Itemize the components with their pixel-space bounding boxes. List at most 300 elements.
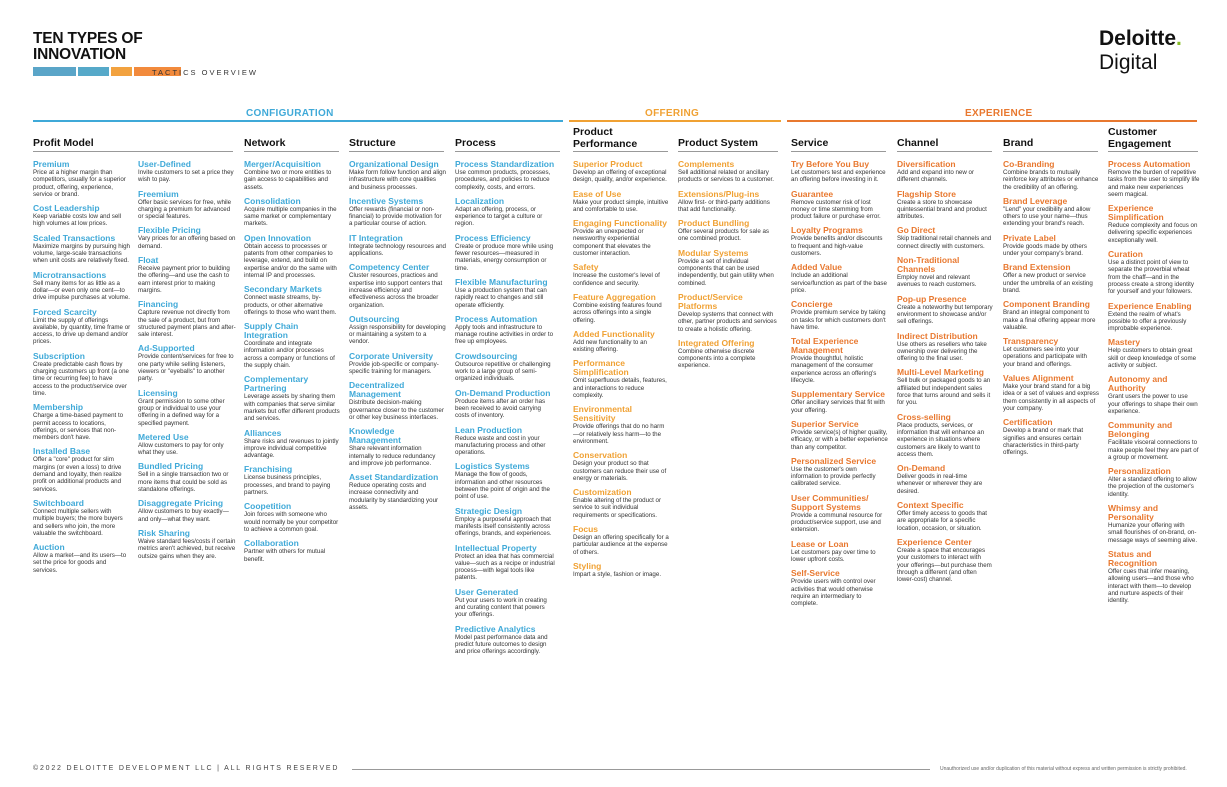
tactic-desc: Grant permission to some other group or individual to use your offering in a defined way for a specified payment. [138, 397, 225, 427]
tactic-name: Decentralized Management [349, 380, 405, 400]
tactic-desc: Coordinate and integrate information and/or processes across a company or functions of the supply chain. [244, 340, 335, 370]
section-line-experience [787, 120, 1197, 122]
tactic-name: Microtransactions [33, 269, 107, 280]
tactic-name: Engaging Functionality [573, 218, 667, 229]
tactic-desc: Receive payment prior to building the offering—and use the cash to earn interest prior to making margins. [138, 265, 230, 294]
tactic-name: Diversification [897, 159, 956, 169]
column-process [455, 160, 555, 661]
tactic-desc: Create a noteworthy but temporary environment to showcase and/or sell offerings. [897, 303, 993, 326]
tactic-name: Whimsy and Personality [1108, 503, 1159, 523]
tactic-desc: Capture revenue not directly from the sale of a product, but from structured payment plans and after-sale interest. [138, 309, 236, 339]
tactic-name: Styling [573, 560, 602, 571]
tactic-item [1003, 263, 1100, 294]
tactic-item [897, 413, 994, 458]
tactic-desc: Provide a communal resource for product/service support, use and extension. [791, 511, 883, 534]
tactic-name: Membership [33, 402, 84, 413]
tactic-name: Community and Belonging [1108, 420, 1173, 440]
tactic-desc: Help customers to obtain great skill or deep knowledge of some activity or subject. [1108, 347, 1197, 370]
tactic-name: Consolidation [244, 195, 301, 206]
section-experience: EXPERIENCE [965, 108, 1033, 119]
tactic-name: Flagship Store [897, 188, 957, 199]
tactic-name: Superior Service [791, 418, 859, 429]
tactic-item [678, 293, 778, 333]
col-title-channel: Channel [897, 137, 939, 149]
tactic-name: Process Standardization [455, 159, 555, 169]
tactic-item [573, 293, 669, 324]
tactic-name: Go Direct [897, 225, 936, 236]
tactic-item [791, 540, 888, 564]
column-channel [897, 160, 994, 589]
tactic-desc: Omit superfluous details, features, and interactions to reduce complexity. [573, 377, 667, 400]
tactic-desc: Reduce operating costs and increase connectivity and modularity by standardizing your assets. [349, 482, 439, 512]
tactic-item [244, 197, 341, 228]
tactic-desc: Vary prices for an offering based on demand. [138, 235, 236, 250]
tactic-name: Experience Simplification [1108, 203, 1164, 223]
tactic-desc: Create a space that encourages your customers to interact with your offerings—but purchase them through a different (and often lower-cost) channel. [897, 546, 992, 584]
tactic-item [349, 473, 446, 511]
tactic-desc: Include an additional service/function as part of the base price. [791, 272, 887, 294]
tactic-desc: Alter a standard offering to allow the projection of the customer's identity. [1108, 476, 1197, 498]
tactic-name: Experience Center [897, 536, 972, 547]
tactic-desc: Allow first- or third-party additions that add functionality. [678, 198, 770, 213]
tactic-item [1003, 234, 1100, 258]
tactic-item [573, 190, 669, 214]
tactic-name: Superior Product [573, 159, 643, 169]
tactic-desc: Use a production system that can rapidly react to changes and still operate efficiently. [455, 286, 547, 309]
tactic-name: Cross-selling [897, 411, 951, 422]
col-rule [791, 151, 886, 152]
tactic-desc: Develop systems that connect with other, partner products and services to create a holistic offering. [678, 310, 777, 333]
tactic-item [897, 368, 994, 406]
tactic-item [1003, 197, 1100, 228]
tactic-desc: Waive standard fees/costs if certain metrics aren't achieved, but receive outsize gains when they are. [138, 537, 236, 560]
column-product-performance [573, 160, 669, 584]
tactic-desc: Use others as resellers who take ownership over delivering the offering to the final user. [897, 340, 987, 363]
tactic-name: Corporate University [349, 350, 434, 361]
tactic-desc: Produce items after an order has been received to avoid carrying costs of inventory. [455, 397, 546, 420]
tactic-desc: Maximize margins by pursuing high volume, large-scale transactions when unit costs are relatively fixed. [33, 242, 130, 265]
tactic-desc: Skip traditional retail channels and connect directly with customers. [897, 235, 992, 250]
tactic-item [897, 190, 994, 221]
tactic-item [1108, 338, 1200, 369]
tactic-item [138, 226, 236, 250]
tactic-item [349, 381, 446, 421]
tactic-desc: Provide offerings that do no harm—or relatively less harm—to the environment. [573, 423, 665, 445]
tactic-desc: Offer several products for sale as one combined product. [678, 228, 770, 243]
tactic-item [791, 300, 888, 331]
tactic-desc: Limit the supply of offerings available, by quantity, time frame or access, to drive up demand and/or prices. [33, 316, 131, 346]
tactic-desc: Grant users the power to use your offerings to shape their own experience. [1108, 393, 1198, 415]
tactic-desc: Share relevant information internally to reduce redundancy and improve job performance. [349, 445, 436, 467]
tactic-desc: Deliver goods in real-time whenever or wherever they are desired. [897, 473, 983, 495]
tactic-desc: Combine existing features found across offerings into a single offering. [573, 301, 662, 324]
tactic-item [33, 308, 131, 346]
footer-notice: Unauthorized use and/or duplication of this material without express and written permission is strictly prohibited. [940, 766, 1187, 772]
col-rule [244, 151, 339, 152]
tactic-name: Ease of Use [573, 188, 622, 199]
tactic-name: Guarantee [791, 188, 834, 199]
tactic-name: Flexible Manufacturing [455, 276, 548, 287]
tactic-name: Process Efficiency [455, 232, 531, 243]
col-title-profit-model: Profit Model [33, 137, 94, 149]
tactic-name: Private Label [1003, 232, 1056, 243]
tactic-item [244, 234, 341, 279]
tactic-desc: Create a store to showcase quintessential brand and product attributes. [897, 198, 987, 221]
tactic-name: Incentive Systems [349, 195, 424, 206]
tactic-desc: Acquire multiple companies in the same market or complementary markets. [244, 205, 337, 228]
tactic-name: Intellectual Property [455, 542, 537, 553]
tactic-item [1108, 467, 1200, 498]
section-line-configuration [33, 120, 563, 122]
tactic-desc: Price at a higher margin than competitors, usually for a superior product, offering, experience, service or brand. [33, 169, 126, 198]
tactic-desc: Provide a set of individual components that can be used independently, but gain utility when combined. [678, 257, 774, 287]
tactic-desc: Sell in a single transaction two or more items that could be sold as standalone offerings. [138, 471, 229, 494]
tactic-name: Subscription [33, 350, 85, 361]
tactic-name: Performance Simplification [573, 358, 629, 378]
tactic-item [455, 625, 555, 656]
tactic-item [349, 160, 446, 191]
tactic-name: Organizational Design [349, 159, 439, 169]
tactic-desc: Combine two or more entities to gain access to capabilities and assets. [244, 169, 332, 191]
tactic-name: Focus [573, 524, 599, 535]
tactic-name: Alliances [244, 427, 282, 438]
tactic-item [33, 352, 131, 397]
tactic-item [33, 204, 131, 228]
tactic-item [573, 405, 669, 445]
tactic-item [33, 499, 131, 537]
tactic-desc: Facilitate visceral connections to make people feel they are part of a group or movement. [1108, 439, 1199, 461]
tactic-desc: Protect an idea that has commercial value—such as a recipe or industrial process—with legal tools like patents. [455, 552, 555, 582]
col-rule [33, 151, 233, 152]
tactic-item [573, 160, 669, 184]
tactic-name: Installed Base [33, 446, 91, 457]
tactic-item [455, 160, 555, 191]
tactic-item [138, 499, 236, 523]
tactic-name: Certification [1003, 417, 1053, 428]
tactic-item [33, 234, 131, 265]
tactic-name: Brand Leverage [1003, 195, 1068, 206]
color-bar [78, 67, 109, 76]
column-product-system [678, 160, 778, 376]
tactic-item [1003, 300, 1100, 331]
tactic-item [455, 389, 555, 420]
tactic-desc: Integrate technology resources and applications. [349, 242, 446, 258]
brand-logo [1099, 28, 1182, 74]
tactic-name: Predictive Analytics [455, 623, 536, 634]
tactic-name: Coopetition [244, 501, 292, 512]
tactic-item [1003, 337, 1100, 368]
tactic-name: Process Automation [1108, 159, 1191, 169]
tactic-name: Process Automation [455, 313, 538, 324]
tactic-name: Conservation [573, 450, 628, 461]
tactic-name: Context Specific [897, 500, 964, 511]
tactic-name: Flexible Pricing [138, 225, 201, 236]
tactic-item [791, 494, 888, 534]
tactic-item [897, 464, 994, 495]
tactic-desc: Provide goods made by others under your company's brand. [1003, 242, 1087, 258]
tactic-item [349, 427, 446, 467]
tactic-desc: Make your product simple, intuitive and comfortable to use. [573, 198, 669, 213]
tactic-name: Auction [33, 542, 65, 553]
tactic-desc: Remove customer risk of lost money or time stemming from product failure or purchase error. [791, 198, 881, 221]
tactic-item [33, 160, 131, 198]
tactic-name: Secondary Markets [244, 284, 322, 295]
tactic-name: User Communities/ Support Systems [791, 492, 869, 512]
column-service [791, 160, 888, 613]
tactic-item [349, 197, 446, 228]
section-configuration: CONFIGURATION [246, 108, 334, 119]
tactic-item [573, 219, 669, 257]
tactic-item [1108, 421, 1200, 461]
tactic-desc: Use common products, processes, procedures, and policies to reduce complexity, costs, and errors. [455, 169, 551, 191]
tactic-item [1108, 302, 1200, 333]
tactic-desc: Brand an integral component to make a final offering appear more valuable. [1003, 309, 1096, 331]
tactic-name: Safety [573, 262, 599, 273]
tactic-item [678, 339, 778, 370]
tactic-item [573, 562, 669, 578]
tactic-name: Localization [455, 195, 505, 206]
tactic-desc: Offer ancillary services that fit with your offering. [791, 399, 885, 414]
tactic-name: Supplementary Service [791, 389, 886, 400]
tactic-name: Logistics Systems [455, 461, 530, 472]
column-profit-model-left [33, 160, 131, 580]
tactic-name: Ad-Supported [138, 343, 195, 354]
tactic-name: Cost Leadership [33, 203, 100, 214]
tactic-item [455, 507, 555, 538]
tactic-name: Transparency [1003, 336, 1059, 347]
tactic-desc: Connect multiple sellers with multiple buyers; the more buyers and sellers who join, the more valuable the switchboard. [33, 507, 123, 537]
tactic-name: Lean Production [455, 424, 523, 435]
tactic-desc: Impart a style, fashion or image. [573, 570, 662, 578]
tactic-desc: Invite customers to set a price they wish to pay. [138, 169, 234, 184]
column-structure [349, 160, 446, 517]
tactic-desc: Charge a time-based payment to permit access to locations, offerings, or services that non-members don't have. [33, 412, 124, 442]
footer-copyright: ©2022 DELOITTE DEVELOPMENT LLC | ALL RIGHTS RESERVED [33, 765, 340, 772]
page-title: TEN TYPES OF INNOVATION [33, 30, 143, 63]
tactic-item [1003, 160, 1100, 191]
tactic-name: Added Functionality [573, 328, 655, 339]
tactic-item [455, 544, 555, 582]
tactic-name: Premium [33, 159, 70, 169]
tactic-name: Integrated Offering [678, 337, 755, 348]
tactic-name: On-Demand Production [455, 387, 551, 398]
color-bar [33, 67, 76, 76]
tactic-name: Component Branding [1003, 299, 1090, 310]
tactic-name: User-Defined [138, 159, 191, 169]
tactic-name: Complementary Partnering [244, 374, 309, 394]
tactic-item [138, 190, 236, 221]
tactic-item [791, 263, 888, 294]
tactic-item [791, 420, 888, 451]
tactic-item [678, 219, 778, 243]
column-brand [1003, 160, 1100, 462]
tactic-item [244, 375, 341, 422]
tactic-item [897, 332, 994, 363]
tactic-desc: Use the customer's own information to provide perfectly calibrated service. [791, 465, 876, 488]
tactic-item [455, 234, 555, 272]
tactic-desc: Provide content/services for free to one party while selling listeners, viewers or "eyeballs" to another party. [138, 353, 234, 383]
tactic-desc: Leverage assets by sharing them with companies that serve similar markets but offer different products and services. [244, 393, 340, 423]
tactic-desc: Offer rewards (financial or non-financial) to provide motivation for a particular course of action. [349, 205, 442, 228]
tactic-item [573, 330, 669, 354]
tactic-desc: Offer timely access to goods that are appropriate for a specific location, occasion, or situation. [897, 510, 987, 532]
tactic-item [897, 538, 994, 583]
tactic-item [244, 465, 341, 496]
col-rule [678, 151, 778, 152]
tactic-item [244, 539, 341, 563]
tactic-name: Extensions/Plug-ins [678, 188, 760, 199]
tactic-name: Indirect Distribution [897, 330, 978, 341]
tactic-item [349, 352, 446, 376]
tactic-desc: Use a distinct point of view to separate the proverbial wheat from the chaff—and in the process create a strong identity for yourself and your followers. [1108, 259, 1194, 296]
col-rule [1003, 151, 1098, 152]
tactic-item [138, 300, 236, 338]
tactic-name: Status and Recognition [1108, 548, 1158, 568]
tactic-desc: Put your users to work in creating and curating content that powers your offerings. [455, 596, 547, 619]
tactic-name: Product/Service Platforms [678, 291, 743, 311]
tactic-item [678, 249, 778, 287]
tactic-desc: Provide benefits and/or discounts to frequent and high-value customers. [791, 235, 883, 258]
tactic-desc: Join forces with someone who would normally be your competitor to achieve a common goal. [244, 511, 339, 533]
tactic-desc: Reduce waste and cost in your manufacturing process and other operations. [455, 434, 546, 457]
tactic-name: Total Experience Management [791, 336, 859, 356]
tactic-item [455, 462, 555, 500]
col-rule [897, 151, 992, 152]
tactic-desc: Offer basic services for free, while charging a premium for advanced or special features. [138, 198, 232, 221]
tactic-name: Scaled Transactions [33, 232, 116, 243]
tactic-name: Personalization [1108, 466, 1171, 477]
tactic-name: Values Alignment [1003, 373, 1074, 384]
col-title-customer-engagement: Customer Engagement [1108, 126, 1172, 150]
tactic-desc: Create predictable cash flows by charging customers up front (a one time or recurring fee) to have access to the product/service over time. [33, 360, 129, 397]
tactic-name: Forced Scarcity [33, 306, 97, 317]
tactic-name: Try Before You Buy [791, 159, 870, 169]
tactic-name: Franchising [244, 464, 293, 475]
page-subtitle: TACTICS OVERVIEW [152, 68, 258, 77]
tactic-desc: Let customers pay over time to lower upfront costs. [791, 548, 876, 563]
tactic-desc: Obtain access to processes or patents from other companies to leverage, extend, and build on expertise and/or do the same with internal IP and processes. [244, 242, 337, 279]
tactic-item [573, 451, 669, 482]
tactic-item [573, 263, 669, 287]
tactic-desc: Provide users with control over activities that would otherwise require an intermediary to complete. [791, 578, 876, 608]
col-title-brand: Brand [1003, 137, 1034, 149]
tactic-item [244, 322, 341, 369]
brand-dot: . [1176, 27, 1182, 50]
tactic-desc: Design your product so that customers can reduce their use of energy or materials. [573, 460, 667, 482]
tactic-desc: Manage the flow of goods, information and other resources between the point of origin and the point of use. [455, 471, 550, 501]
brand-sub: Digital [1099, 51, 1158, 74]
tactic-item [1108, 375, 1200, 415]
tactic-name: Metered Use [138, 431, 189, 442]
tactic-name: Pop-up Presence [897, 293, 967, 304]
tactic-name: Risk Sharing [138, 527, 190, 538]
tactic-name: Strategic Design [455, 505, 523, 516]
column-customer-engagement [1108, 160, 1200, 610]
tactic-desc: Partner with others for mutual benefit. [244, 548, 326, 563]
tactic-item [897, 256, 994, 289]
tactic-item [791, 569, 888, 607]
tactic-desc: Offer a "core" product for slim margins (or even a loss) to drive demand and loyalty, then realize profit on additional products and services. [33, 456, 122, 493]
tactic-item [349, 315, 446, 346]
color-bar [111, 67, 132, 76]
tactic-item [1108, 504, 1200, 544]
tactic-item [33, 403, 131, 441]
tactic-item [138, 462, 236, 493]
tactic-item [349, 263, 446, 308]
tactic-item [573, 525, 669, 556]
tactic-item [678, 190, 778, 214]
tactic-desc: Allow customers to buy exactly—and only—what they want. [138, 508, 229, 523]
tactic-item [1003, 418, 1100, 456]
tactic-desc: Add new functionality to an existing offering. [573, 338, 647, 354]
tactic-desc: Make your brand stand for a big idea or a set of values and express them consistently in all aspects of your company. [1003, 383, 1099, 412]
col-rule [573, 151, 668, 152]
tactic-desc: Develop an offering of exceptional design, quality, and/or experience. [573, 169, 667, 184]
tactic-desc: Let customers see into your operations and participate with your brand and offerings. [1003, 346, 1087, 368]
tactic-desc: Provide thoughtful, holistic management of the consumer experience across an offering's lifecycle. [791, 355, 877, 385]
tactic-desc: Make form follow function and align infrastructure with core qualities and business processes. [349, 169, 446, 191]
tactic-name: Modular Systems [678, 247, 749, 258]
tactic-desc: Sell many items for as little as a dollar—or even only one cent—to drive impulse purchases at volume. [33, 279, 130, 302]
col-title-service: Service [791, 137, 829, 149]
tactic-item [897, 501, 994, 532]
tactic-name: Licensing [138, 387, 178, 398]
tactic-name: Customization [573, 487, 632, 498]
tactic-name: Product Bundling [678, 218, 750, 229]
tactic-name: Complements [678, 159, 735, 169]
tactic-name: Co-Branding [1003, 159, 1055, 169]
column-profit-model-right [138, 160, 236, 566]
tactic-item [455, 315, 555, 346]
tactic-name: Concierge [791, 299, 833, 310]
column-network [244, 160, 341, 569]
tactic-desc: Offer a new product or service under the umbrella of an existing brand. [1003, 272, 1093, 294]
col-title-structure: Structure [349, 137, 396, 149]
tactic-name: Float [138, 255, 159, 266]
tactic-name: Self-Service [791, 568, 840, 579]
tactic-name: Knowledge Management [349, 426, 401, 446]
tactic-name: Autonomy and Authority [1108, 374, 1168, 394]
tactic-desc: Sell additional related or ancillary products or services to a customer. [678, 169, 774, 184]
tactic-name: Multi-Level Marketing [897, 367, 984, 378]
brand-name: Deloitte [1099, 27, 1177, 50]
tactic-name: Switchboard [33, 497, 85, 508]
tactic-desc: Let customers test and experience an offering before investing in it. [791, 169, 886, 184]
tactic-item [1108, 550, 1200, 604]
tactic-item [573, 359, 669, 399]
tactic-desc: Adapt an offering, process, or experience to target a culture or region. [455, 205, 543, 228]
tactic-item [244, 160, 341, 191]
tactic-desc: Combine otherwise discrete components into a complete experience. [678, 347, 756, 370]
tactic-item [33, 543, 131, 574]
tactic-desc: Provide an unexpected or newsworthy experiential component that elevates the customer interaction. [573, 228, 651, 258]
tactic-name: Supply Chain Integration [244, 321, 299, 341]
tactic-item [1003, 374, 1100, 412]
tactic-name: Outsourcing [349, 313, 400, 324]
tactic-item [1108, 250, 1200, 295]
tactic-item [791, 226, 888, 257]
tactic-name: Asset Standardization [349, 472, 439, 483]
tactic-name: Brand Extension [1003, 262, 1071, 273]
tactic-item [138, 433, 236, 457]
tactic-item [33, 447, 131, 492]
tactic-desc: Allow a market—and its users—to set the price for goods and services. [33, 552, 127, 574]
tactic-item [138, 160, 236, 184]
tactic-item [138, 256, 236, 294]
tactic-name: Freemium [138, 188, 179, 199]
tactic-item [244, 429, 341, 460]
tactic-desc: Provide job-specific or company-specific training for managers. [349, 360, 439, 376]
